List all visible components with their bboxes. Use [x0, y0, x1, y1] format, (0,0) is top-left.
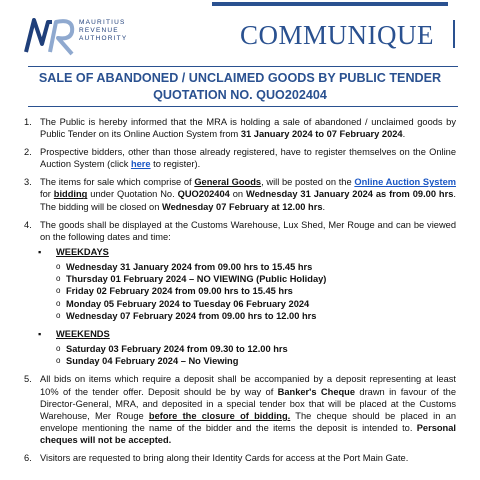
weekdays-list: [24, 261, 456, 322]
paragraph-text: .: [322, 201, 326, 212]
paragraph-text: on: [229, 189, 247, 200]
header-divider: [453, 20, 455, 48]
paragraph-text: All bids on items which require a deposit shall be accompanied by a deposit representing at least 10% of the tender offer. Deposit should be by way of: [40, 374, 456, 397]
circle-bullet-icon: o: [56, 344, 61, 354]
list-item: [24, 343, 456, 355]
title-line-2: QUOTATION NO. QUO202404: [153, 88, 327, 102]
logo-r-mark: [50, 21, 72, 54]
list-item-text: Friday 02 February 2024 from 09.00 hrs to 15.45 hrs: [66, 286, 293, 297]
paragraph-text: The items for sale which comprise of: [40, 177, 195, 188]
bidding-close: Wednesday 07 February at 12.00 hrs: [161, 201, 323, 212]
sale-dates: 31 January 2024 to 07 February 2024: [240, 129, 403, 140]
paragraph-1: [24, 116, 456, 140]
mra-logo: [22, 8, 152, 62]
paragraph-text: The cheque should be placed in an envelope mentioning the name of the bidder and the items the deposit is intended to.: [40, 410, 456, 433]
bankers-cheque-text: Banker's Cheque: [277, 386, 356, 397]
list-item-text: Saturday 03 February 2024 from 09.30 to 12.00 hrs: [66, 344, 288, 355]
logo-line-1: MAURITIUS: [79, 19, 126, 26]
title-rule-bottom: [28, 106, 458, 107]
weekends-list: [24, 343, 456, 367]
list-item: [24, 310, 456, 322]
communique-heading: COMMUNIQUE: [240, 20, 434, 50]
paragraph-number: 2.: [24, 147, 32, 158]
list-item-text: Sunday 04 February 2024 – No Viewing: [66, 356, 239, 367]
paragraph-4: [24, 219, 456, 243]
weekdays-heading: [24, 246, 456, 258]
paragraph-number: 1.: [24, 117, 32, 127]
paragraph-number: 4.: [24, 219, 32, 230]
logo-n-mark: [26, 20, 52, 52]
circle-bullet-icon: o: [56, 261, 61, 271]
paragraph-text: , will be posted on the: [261, 177, 355, 188]
personal-cheques-text: Personal cheques will not be accepted.: [40, 422, 456, 445]
section-label: WEEKENDS: [56, 328, 110, 339]
circle-bullet-icon: o: [56, 298, 61, 308]
bidding-start: Wednesday 31 January 2024 as from 09.00 hrs: [246, 189, 454, 200]
paragraph-text: Prospective bidders, other than those already registered, have to register themselves on the Online Auction System (click: [40, 147, 456, 170]
paragraph-text: drawn in favour of the Director-General, MRA, and deposited in a special tender box that will be placed at the Customs Warehouse, Mer Rouge: [40, 386, 456, 421]
register-here-link[interactable]: here: [130, 159, 151, 170]
title-rule-top: [28, 66, 458, 67]
list-item: [24, 261, 456, 273]
section-label: WEEKDAYS: [56, 246, 109, 257]
list-item-text: Wednesday 31 January 2024 from 09.00 hrs to 15.45 hrs: [66, 261, 313, 272]
paragraph-text: The Public is hereby informed that the MRA is holding a sale of abandoned / unclaimed goods by Public Tender on its Online Auction System from: [40, 117, 456, 140]
paragraph-text: .: [402, 129, 406, 140]
quotation-number: QUO202404: [177, 189, 230, 200]
paragraph-text: for: [40, 189, 54, 200]
list-item-text: Monday 05 February 2024 to Tuesday 06 February 2024: [66, 298, 310, 309]
list-item-text: Thursday 01 February 2024 – NO VIEWING (Public Holiday): [66, 274, 327, 285]
list-item: [24, 273, 456, 285]
weekends-heading: [24, 328, 456, 340]
paragraph-text: . The bidding will be closed on: [40, 189, 456, 212]
paragraph-number: 5.: [24, 374, 32, 385]
paragraph-number: 6.: [24, 453, 32, 464]
circle-bullet-icon: o: [56, 286, 61, 296]
header-top-bar: [212, 2, 448, 6]
circle-bullet-icon: o: [56, 274, 61, 284]
bullet-icon: ▪: [38, 246, 42, 257]
paragraph-3: [24, 176, 456, 212]
bidding-text: bidding: [53, 189, 88, 200]
paragraph-6: [24, 452, 456, 464]
list-item: [24, 298, 456, 310]
online-auction-system-link[interactable]: Online Auction System: [354, 177, 457, 188]
list-item: [24, 355, 456, 367]
paragraph-5: [24, 373, 456, 446]
paragraph-2: [24, 146, 456, 170]
logo-line-3: AUTHORITY: [79, 35, 128, 42]
bullet-icon: ▪: [38, 328, 42, 339]
list-item: [24, 285, 456, 297]
paragraph-text: to register).: [150, 159, 201, 170]
before-closure-text: before the closure of bidding.: [148, 410, 291, 421]
logo-line-2: REVENUE: [79, 27, 119, 34]
paragraph-text: under Quotation No.: [87, 189, 178, 200]
circle-bullet-icon: o: [56, 356, 61, 366]
header: [0, 0, 480, 64]
paragraph-number: 3.: [24, 177, 32, 188]
communique-body: [24, 116, 456, 470]
paragraph-text: Visitors are requested to bring along their Identity Cards for access at the Port Main Gate.: [40, 453, 409, 464]
title-line-1: SALE OF ABANDONED / UNCLAIMED GOODS BY PUBLIC TENDER: [38, 71, 442, 85]
list-item-text: Wednesday 07 February 2024 from 09.00 hrs to 12.00 hrs: [66, 310, 317, 321]
paragraph-text: The goods shall be displayed at the Customs Warehouse, Lux Shed, Mer Rouge and can be viewed on the following dates and time:: [40, 219, 456, 242]
general-goods-text: General Goods: [194, 177, 262, 188]
circle-bullet-icon: o: [56, 310, 61, 320]
